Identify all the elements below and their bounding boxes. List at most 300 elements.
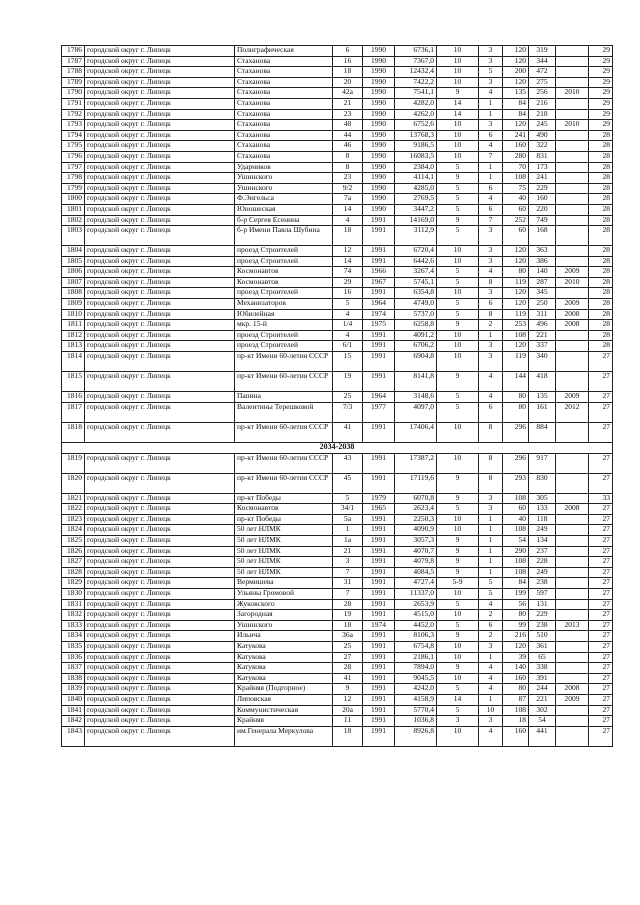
cell-municipality: городской округ г. Липецк (85, 631, 235, 642)
cell-entrances: 3 (479, 504, 503, 515)
cell-municipality: городской округ г. Липецк (85, 641, 235, 652)
cell-street: 50 лет НЛМК (235, 557, 333, 568)
cell-house-number: 12 (333, 694, 363, 705)
cell-floors: 9 (437, 567, 479, 578)
cell-residents: 496 (529, 320, 556, 331)
cell-deadline: 27 (589, 422, 613, 442)
cell-residents: 319 (529, 46, 556, 57)
cell-floors: 9 (437, 173, 479, 184)
cell-year: 1991 (363, 663, 395, 674)
cell-row-number: 1838 (62, 673, 85, 684)
cell-floors: 10 (437, 141, 479, 152)
cell-entrances: 2 (479, 610, 503, 621)
cell-street: мкр. 15-й (235, 320, 333, 331)
cell-apartments: 108 (503, 173, 529, 184)
cell-apartments: 120 (503, 288, 529, 299)
cell-area: 2769,5 (395, 194, 437, 205)
cell-floors: 10 (437, 352, 479, 372)
cell-municipality: городской округ г. Липецк (85, 588, 235, 599)
table-row (62, 88, 613, 99)
cell-apartments: 80 (503, 402, 529, 422)
cell-repair-year: 2013 (556, 620, 589, 631)
cell-apartments: 293 (503, 473, 529, 493)
cell-floors: 5 (437, 183, 479, 194)
cell-entrances: 1 (479, 514, 503, 525)
cell-area: 4070,7 (395, 546, 437, 557)
cell-apartments: 296 (503, 453, 529, 473)
cell-house-number: 25 (333, 641, 363, 652)
cell-area: 2186,1 (395, 652, 437, 663)
cell-municipality: городской округ г. Липецк (85, 46, 235, 57)
cell-row-number: 1817 (62, 402, 85, 422)
cell-year: 1991 (363, 673, 395, 684)
cell-row-number: 1810 (62, 309, 85, 320)
cell-entrances: 8 (479, 422, 503, 442)
cell-municipality: городской округ г. Липецк (85, 726, 235, 746)
cell-row-number: 1823 (62, 514, 85, 525)
cell-row-number: 1805 (62, 256, 85, 267)
cell-area: 8141,8 (395, 372, 437, 392)
cell-entrances: 4 (479, 673, 503, 684)
cell-entrances: 4 (479, 141, 503, 152)
cell-row-number: 1824 (62, 525, 85, 536)
cell-floors: 10 (437, 652, 479, 663)
cell-apartments: 39 (503, 652, 529, 663)
table-row (62, 56, 613, 67)
cell-street: Катукова (235, 641, 333, 652)
cell-area: 3148,6 (395, 392, 437, 403)
cell-deadline: 28 (589, 194, 613, 205)
table-row (62, 599, 613, 610)
cell-municipality: городской округ г. Липецк (85, 493, 235, 504)
cell-residents: 65 (529, 652, 556, 663)
cell-repair-year (556, 525, 589, 536)
cell-municipality: городской округ г. Липецк (85, 151, 235, 162)
cell-house-number: 7/3 (333, 402, 363, 422)
cell-municipality: городской округ г. Липецк (85, 599, 235, 610)
cell-floors: 10 (437, 673, 479, 684)
table-row (62, 588, 613, 599)
cell-house-number: 28 (333, 663, 363, 674)
cell-house-number: 18 (333, 726, 363, 746)
cell-repair-year: 2009 (556, 694, 589, 705)
cell-street: проезд Строителей (235, 288, 333, 299)
cell-area: 4158,9 (395, 694, 437, 705)
cell-apartments: 120 (503, 256, 529, 267)
section-header-row (62, 442, 613, 453)
cell-house-number: 31 (333, 578, 363, 589)
cell-residents: 54 (529, 716, 556, 727)
cell-street: им.Генерала Меркулова (235, 726, 333, 746)
cell-repair-year: 2009 (556, 267, 589, 278)
cell-house-number: 5 (333, 493, 363, 504)
cell-municipality: городской округ г. Липецк (85, 514, 235, 525)
cell-floors: 9 (437, 631, 479, 642)
cell-year: 1991 (363, 473, 395, 493)
cell-floors: 5 (437, 299, 479, 310)
table-row (62, 162, 613, 173)
cell-floors: 10 (437, 726, 479, 746)
cell-entrances: 3 (479, 352, 503, 372)
cell-municipality: городской округ г. Липецк (85, 705, 235, 716)
cell-house-number: 19 (333, 372, 363, 392)
cell-residents: 168 (529, 226, 556, 246)
cell-entrances: 1 (479, 694, 503, 705)
cell-municipality: городской округ г. Липецк (85, 288, 235, 299)
table-row (62, 341, 613, 352)
table-row (62, 267, 613, 278)
cell-apartments: 60 (503, 226, 529, 246)
cell-year: 1990 (363, 88, 395, 99)
cell-entrances: 6 (479, 402, 503, 422)
cell-deadline: 27 (589, 525, 613, 536)
table-row (62, 309, 613, 320)
cell-municipality: городской округ г. Липецк (85, 141, 235, 152)
cell-row-number: 1794 (62, 130, 85, 141)
cell-apartments: 119 (503, 277, 529, 288)
cell-floors: 5 (437, 504, 479, 515)
cell-year: 1990 (363, 151, 395, 162)
cell-entrances: 6 (479, 204, 503, 215)
cell-row-number: 1789 (62, 77, 85, 88)
cell-row-number: 1820 (62, 473, 85, 493)
cell-row-number: 1816 (62, 392, 85, 403)
cell-street: Ильича (235, 631, 333, 642)
cell-house-number: 15 (333, 352, 363, 372)
cell-entrances: 3 (479, 256, 503, 267)
cell-entrances: 6 (479, 299, 503, 310)
cell-apartments: 280 (503, 151, 529, 162)
cell-floors: 9 (437, 320, 479, 331)
cell-floors: 10 (437, 610, 479, 621)
cell-entrances: 3 (479, 716, 503, 727)
cell-deadline: 28 (589, 277, 613, 288)
cell-row-number: 1837 (62, 663, 85, 674)
cell-floors: 10 (437, 422, 479, 442)
cell-repair-year (556, 726, 589, 746)
cell-house-number: 25 (333, 392, 363, 403)
cell-row-number: 1791 (62, 98, 85, 109)
cell-house-number: 4 (333, 215, 363, 226)
cell-municipality: городской округ г. Липецк (85, 299, 235, 310)
cell-year: 1991 (363, 610, 395, 621)
cell-street: Стаханова (235, 130, 333, 141)
cell-area: 4079,8 (395, 557, 437, 568)
cell-street: Ударников (235, 162, 333, 173)
cell-apartments: 290 (503, 546, 529, 557)
table-row (62, 320, 613, 331)
cell-residents: 287 (529, 277, 556, 288)
cell-municipality: городской округ г. Липецк (85, 372, 235, 392)
cell-floors: 10 (437, 588, 479, 599)
cell-row-number: 1788 (62, 67, 85, 78)
table-row (62, 226, 613, 246)
cell-deadline: 29 (589, 88, 613, 99)
cell-apartments: 56 (503, 599, 529, 610)
cell-deadline: 28 (589, 151, 613, 162)
cell-year: 1990 (363, 141, 395, 152)
table-row (62, 473, 613, 493)
table-row (62, 567, 613, 578)
cell-apartments: 84 (503, 109, 529, 120)
cell-floors: 10 (437, 288, 479, 299)
cell-area: 4515,0 (395, 610, 437, 621)
cell-apartments: 140 (503, 663, 529, 674)
cell-house-number: 9 (333, 684, 363, 695)
cell-residents: 221 (529, 330, 556, 341)
cell-apartments: 108 (503, 705, 529, 716)
table-row (62, 288, 613, 299)
cell-residents: 749 (529, 215, 556, 226)
cell-entrances: 1 (479, 109, 503, 120)
table-row (62, 256, 613, 267)
cell-municipality: городской округ г. Липецк (85, 453, 235, 473)
table-row (62, 546, 613, 557)
cell-residents: 250 (529, 299, 556, 310)
cell-deadline: 27 (589, 684, 613, 695)
cell-entrances: 1 (479, 330, 503, 341)
table-body-bottom (62, 453, 613, 746)
cell-year: 1990 (363, 173, 395, 184)
table-row (62, 557, 613, 568)
cell-repair-year (556, 652, 589, 663)
cell-repair-year (556, 422, 589, 442)
cell-entrances: 1 (479, 173, 503, 184)
cell-house-number: 41 (333, 422, 363, 442)
cell-house-number: 34/1 (333, 504, 363, 515)
cell-municipality: городской округ г. Липецк (85, 673, 235, 684)
table-row (62, 246, 613, 257)
cell-repair-year (556, 341, 589, 352)
cell-repair-year (556, 673, 589, 684)
cell-street: пр-кт Имени 60-летия СССР (235, 453, 333, 473)
cell-street: пр-кт Победы (235, 514, 333, 525)
cell-residents: 344 (529, 56, 556, 67)
cell-deadline: 28 (589, 288, 613, 299)
housing-register-table (61, 45, 613, 747)
cell-floors: 5 (437, 392, 479, 403)
cell-repair-year (556, 183, 589, 194)
cell-residents: 228 (529, 557, 556, 568)
cell-year: 1991 (363, 716, 395, 727)
cell-house-number: 21 (333, 546, 363, 557)
cell-area: 6258,8 (395, 320, 437, 331)
cell-year: 1990 (363, 109, 395, 120)
cell-entrances: 1 (479, 652, 503, 663)
cell-repair-year (556, 705, 589, 716)
cell-street: Крайняя (235, 716, 333, 727)
cell-floors: 10 (437, 56, 479, 67)
cell-street: Катукова (235, 663, 333, 674)
table-row (62, 277, 613, 288)
cell-area: 5745,1 (395, 277, 437, 288)
cell-year: 1991 (363, 226, 395, 246)
cell-area: 4285,0 (395, 183, 437, 194)
cell-municipality: городской округ г. Липецк (85, 120, 235, 131)
cell-entrances: 1 (479, 557, 503, 568)
cell-row-number: 1790 (62, 88, 85, 99)
section-label: 2034-2038 (62, 442, 613, 453)
cell-floors: 10 (437, 641, 479, 652)
cell-row-number: 1829 (62, 578, 85, 589)
cell-entrances: 8 (479, 309, 503, 320)
table-row (62, 299, 613, 310)
cell-residents: 220 (529, 204, 556, 215)
cell-house-number: 19 (333, 610, 363, 621)
cell-year: 1990 (363, 162, 395, 173)
cell-repair-year (556, 130, 589, 141)
cell-apartments: 80 (503, 684, 529, 695)
cell-row-number: 1818 (62, 422, 85, 442)
cell-apartments: 120 (503, 46, 529, 57)
cell-year: 1990 (363, 120, 395, 131)
cell-floors: 9 (437, 536, 479, 547)
cell-deadline: 28 (589, 256, 613, 267)
cell-repair-year (556, 67, 589, 78)
cell-entrances: 5 (479, 588, 503, 599)
cell-municipality: городской округ г. Липецк (85, 98, 235, 109)
cell-entrances: 7 (479, 151, 503, 162)
cell-floors: 9 (437, 88, 479, 99)
cell-area: 7894,0 (395, 663, 437, 674)
cell-entrances: 1 (479, 162, 503, 173)
cell-residents: 229 (529, 183, 556, 194)
cell-municipality: городской округ г. Липецк (85, 173, 235, 184)
cell-area: 6354,8 (395, 288, 437, 299)
cell-year: 1990 (363, 46, 395, 57)
cell-year: 1991 (363, 726, 395, 746)
cell-repair-year (556, 56, 589, 67)
cell-apartments: 75 (503, 183, 529, 194)
cell-municipality: городской округ г. Липецк (85, 652, 235, 663)
cell-year: 1991 (363, 684, 395, 695)
cell-deadline: 28 (589, 162, 613, 173)
cell-entrances: 2 (479, 320, 503, 331)
table-row (62, 215, 613, 226)
cell-house-number: 6/1 (333, 341, 363, 352)
cell-residents: 510 (529, 631, 556, 642)
cell-repair-year (556, 162, 589, 173)
table-row (62, 183, 613, 194)
cell-house-number: 1а (333, 536, 363, 547)
cell-apartments: 60 (503, 504, 529, 515)
cell-repair-year (556, 578, 589, 589)
cell-deadline: 27 (589, 663, 613, 674)
cell-house-number: 3 (333, 557, 363, 568)
cell-entrances: 3 (479, 493, 503, 504)
cell-floors: 5 (437, 309, 479, 320)
cell-municipality: городской округ г. Липецк (85, 109, 235, 120)
cell-deadline: 28 (589, 130, 613, 141)
cell-deadline: 28 (589, 215, 613, 226)
cell-year: 1991 (363, 514, 395, 525)
cell-street: Полиграфическая (235, 46, 333, 57)
cell-entrances: 3 (479, 46, 503, 57)
cell-deadline: 29 (589, 109, 613, 120)
cell-repair-year (556, 641, 589, 652)
cell-repair-year (556, 514, 589, 525)
cell-house-number: 7 (333, 588, 363, 599)
table-row (62, 130, 613, 141)
cell-deadline: 27 (589, 546, 613, 557)
cell-house-number: 36а (333, 631, 363, 642)
cell-house-number: 4 (333, 309, 363, 320)
cell-area: 4097,0 (395, 402, 437, 422)
cell-area: 5770,4 (395, 705, 437, 716)
cell-house-number: 44 (333, 130, 363, 141)
cell-municipality: городской округ г. Липецк (85, 663, 235, 674)
cell-street: Стаханова (235, 67, 333, 78)
cell-year: 1991 (363, 694, 395, 705)
cell-deadline: 27 (589, 610, 613, 621)
cell-deadline: 27 (589, 453, 613, 473)
cell-municipality: городской округ г. Липецк (85, 422, 235, 442)
cell-floors: 10 (437, 46, 479, 57)
cell-apartments: 80 (503, 267, 529, 278)
cell-area: 9045,5 (395, 673, 437, 684)
cell-floors: 9 (437, 493, 479, 504)
cell-residents: 237 (529, 546, 556, 557)
cell-apartments: 252 (503, 215, 529, 226)
cell-street: Ульяны Громовой (235, 588, 333, 599)
cell-deadline: 27 (589, 726, 613, 746)
cell-deadline: 27 (589, 620, 613, 631)
cell-deadline: 27 (589, 567, 613, 578)
table-row (62, 402, 613, 422)
cell-row-number: 1798 (62, 173, 85, 184)
cell-row-number: 1827 (62, 557, 85, 568)
cell-deadline: 27 (589, 402, 613, 422)
cell-residents: 118 (529, 514, 556, 525)
table-row (62, 151, 613, 162)
table-row (62, 578, 613, 589)
cell-municipality: городской округ г. Липецк (85, 162, 235, 173)
cell-house-number: 42а (333, 88, 363, 99)
cell-apartments: 40 (503, 514, 529, 525)
cell-repair-year (556, 109, 589, 120)
cell-deadline: 27 (589, 652, 613, 663)
table-row (62, 726, 613, 746)
cell-deadline: 29 (589, 98, 613, 109)
cell-municipality: городской округ г. Липецк (85, 684, 235, 695)
cell-apartments: 54 (503, 536, 529, 547)
cell-street: Космонавтов (235, 277, 333, 288)
cell-floors: 5 (437, 402, 479, 422)
cell-deadline: 28 (589, 299, 613, 310)
table-row (62, 204, 613, 215)
cell-residents: 340 (529, 352, 556, 372)
cell-entrances: 6 (479, 183, 503, 194)
cell-year: 1991 (363, 536, 395, 547)
cell-apartments: 18 (503, 716, 529, 727)
cell-entrances: 5 (479, 578, 503, 589)
cell-repair-year (556, 663, 589, 674)
cell-repair-year (556, 546, 589, 557)
cell-municipality: городской округ г. Липецк (85, 567, 235, 578)
cell-entrances: 4 (479, 392, 503, 403)
cell-residents: 161 (529, 402, 556, 422)
cell-row-number: 1831 (62, 599, 85, 610)
cell-repair-year (556, 493, 589, 504)
cell-entrances: 4 (479, 684, 503, 695)
cell-year: 1990 (363, 67, 395, 78)
cell-residents: 337 (529, 341, 556, 352)
table-row (62, 422, 613, 442)
cell-row-number: 1830 (62, 588, 85, 599)
cell-residents: 322 (529, 141, 556, 152)
cell-year: 1966 (363, 267, 395, 278)
cell-street: 50 лет НЛМК (235, 567, 333, 578)
